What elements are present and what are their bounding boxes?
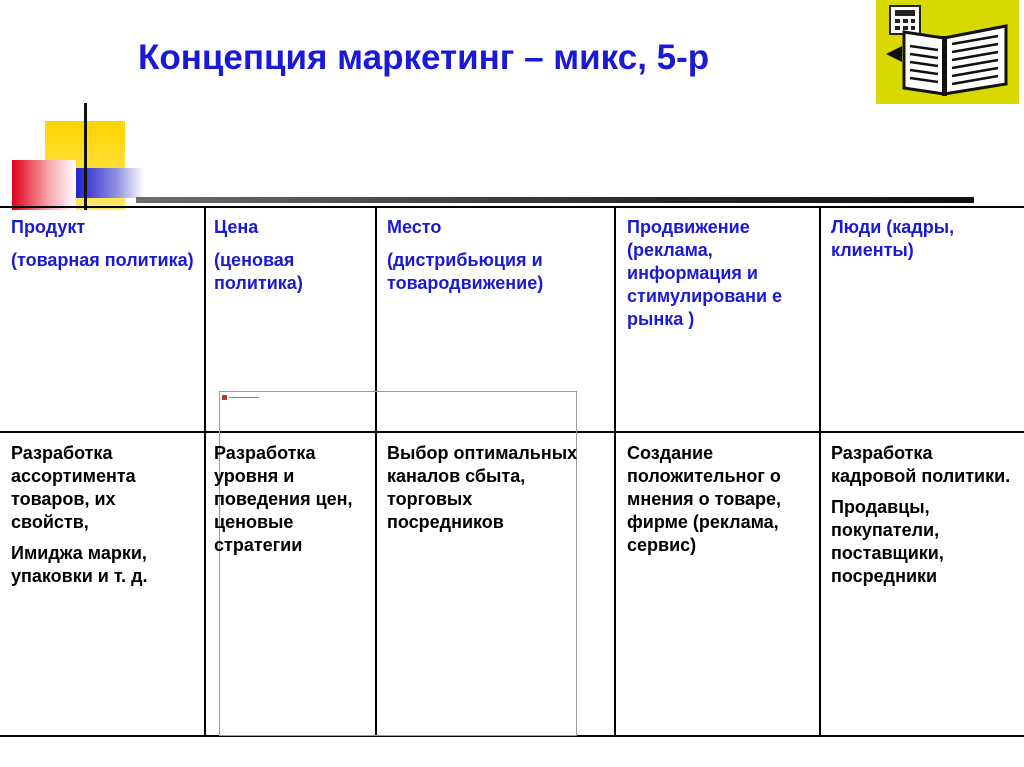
header-people: Люди (кадры, клиенты) [831,217,955,260]
table-col-divider [204,206,206,737]
placeholder-icon [222,395,227,400]
color-blocks-decoration [0,100,150,210]
header-place: Место (дистрибьюция и товародвижение) [387,217,544,293]
open-book-icon [876,0,1019,104]
cell-people: Разработка кадровой политики. Продавцы, покупатели, поставщики, посредники [831,443,1011,586]
cell-promotion: Создание положительног о мнения о товаре, фирме (реклама, сервис) [627,443,782,555]
table-top-border [0,206,1024,208]
cell-product: Разработка ассортимента товаров, их свойств, Имиджа марки, упаковки и т. д. [11,443,148,586]
cell-price: Разработка уровня и поведения цен, ценовые стратегии [214,443,353,555]
cell-place: Выбор оптимальных каналов сбыта, торговых посредников [387,443,578,532]
header-promotion: Продвижение (реклама, информация и стимулировани е рынка ) [627,217,783,329]
title-divider [136,197,974,203]
slide-title: Концепция маркетинг – микс, 5-р [138,38,710,77]
table-col-divider [819,206,821,737]
header-price: Цена (ценовая политика) [214,217,303,293]
placeholder-caption-line [229,397,259,398]
table-col-divider [614,206,616,737]
header-product: Продукт (товарная политика) [11,217,194,270]
